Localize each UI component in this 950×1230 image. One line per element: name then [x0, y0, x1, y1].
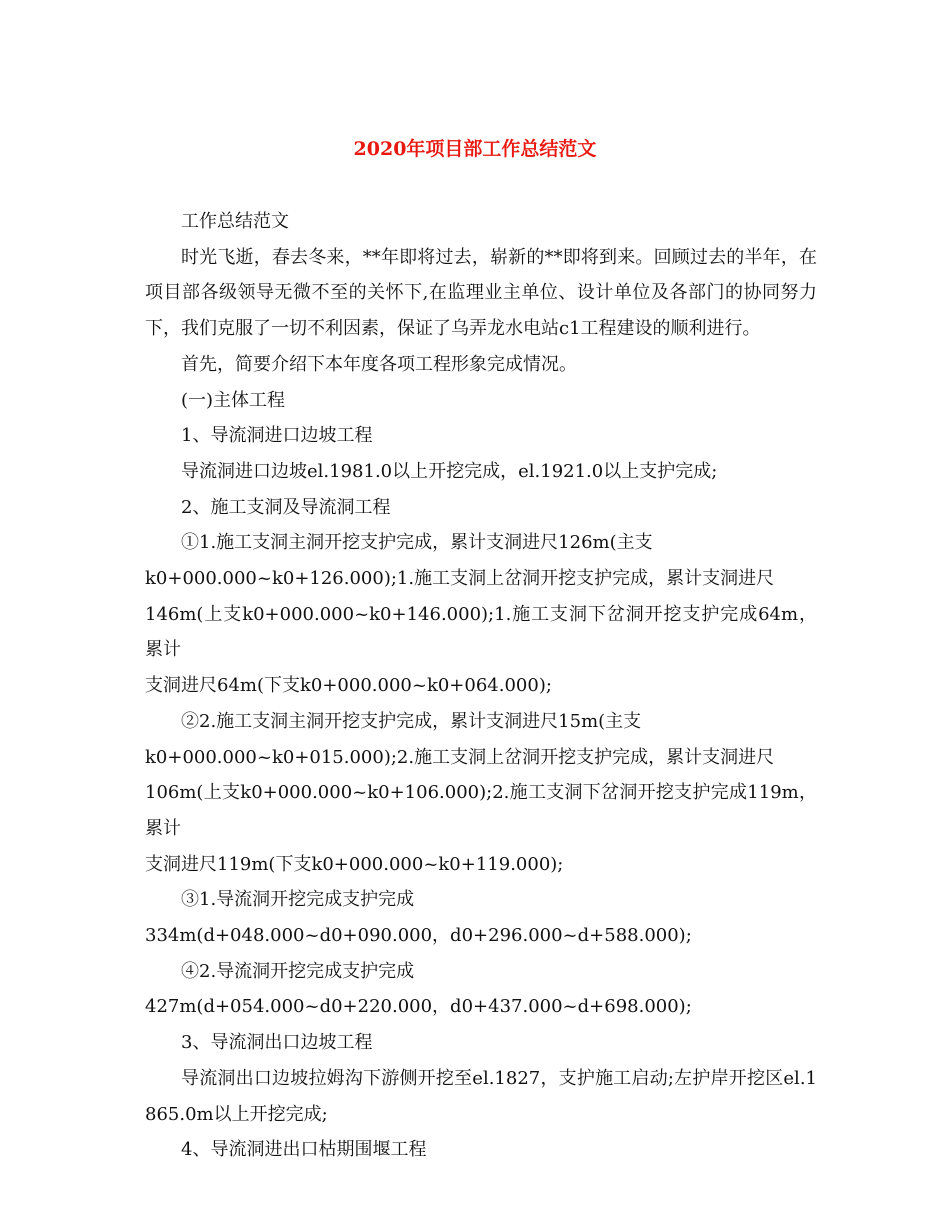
paragraph-tunnel-2-line-2: k0+000.000~k0+015.000);2.施工支洞上岔洞开挖支护完成，累计支洞进尺 — [145, 746, 775, 768]
paragraph-tunnel-1-line-1: ①1.施工支洞主洞开挖支护完成，累计支洞进尺126m(主支 — [181, 532, 653, 554]
item-heading-inlet-slope: 1、导流洞进口边坡工程 — [181, 425, 373, 447]
paragraph-tunnel-2-line-3: 106m(上支k0+000.000~k0+106.000);2.施工支洞下岔洞开挖支护完成119m，累计 — [145, 782, 817, 839]
paragraph-overview: 首先，简要介绍下本年度各项工程形象完成情况。 — [181, 353, 577, 375]
item-heading-outlet-slope: 3、导流洞出口边坡工程 — [181, 1032, 373, 1054]
document-body — [145, 204, 817, 1168]
item-heading-tunnels: 2、施工支洞及导流洞工程 — [181, 496, 391, 518]
paragraph-tunnel-2-line-4: 支洞进尺119m(下支k0+000.000~k0+119.000); — [145, 853, 564, 875]
section-heading-main-works: (一)主体工程 — [181, 389, 286, 411]
paragraph-tunnel-2-line-1: ②2.施工支洞主洞开挖支护完成，累计支洞进尺15m(主支 — [181, 710, 642, 732]
paragraph-diversion-1-line-1: ③1.导流洞开挖完成支护完成 — [181, 889, 415, 911]
paragraph-outlet-slope: 导流洞出口边坡拉姆沟下游侧开挖至el.1827，支护施工启动;左护岸开挖区el.1865.0m以上开挖完成; — [145, 1067, 817, 1125]
document-title: 2020年项目部工作总结范文 — [353, 138, 597, 160]
paragraph-inlet-slope: 导流洞进口边坡el.1981.0以上开挖完成，el.1921.0以上支护完成; — [181, 460, 718, 482]
paragraph-tunnel-1-line-3: 146m(上支k0+000.000~k0+146.000);1.施工支洞下岔洞开挖支护完成64m，累计 — [145, 603, 817, 661]
paragraph-diversion-2-line-2: 427m(d+054.000~d0+220.000，d0+437.000~d+698.000); — [145, 996, 692, 1018]
paragraph-tunnel-1-line-2: k0+000.000~k0+126.000);1.施工支洞上岔洞开挖支护完成，累计支洞进尺 — [145, 568, 775, 590]
paragraph-tunnel-1-line-4: 支洞进尺64m(下支k0+000.000~k0+064.000); — [145, 675, 552, 697]
item-heading-cofferdam: 4、导流洞进出口枯期围堰工程 — [181, 1139, 427, 1161]
paragraph-diversion-1-line-2: 334m(d+048.000~d0+090.000，d0+296.000~d+588.000); — [145, 925, 692, 947]
paragraph-subtitle: 工作总结范文 — [181, 211, 289, 232]
paragraph-diversion-2-line-1: ④2.导流洞开挖完成支护完成 — [181, 960, 415, 982]
paragraph-intro: 时光飞逝，春去冬来，**年即将过去，崭新的**即将到来。回顾过去的半年，在项目部各级领导无微不至的关怀下,在监理业主单位、设计单位及各部门的协同努力下，我们克服了一切不利因素，保证了乌弄龙水电站c1工程建设的顺利进行。 — [145, 246, 817, 340]
